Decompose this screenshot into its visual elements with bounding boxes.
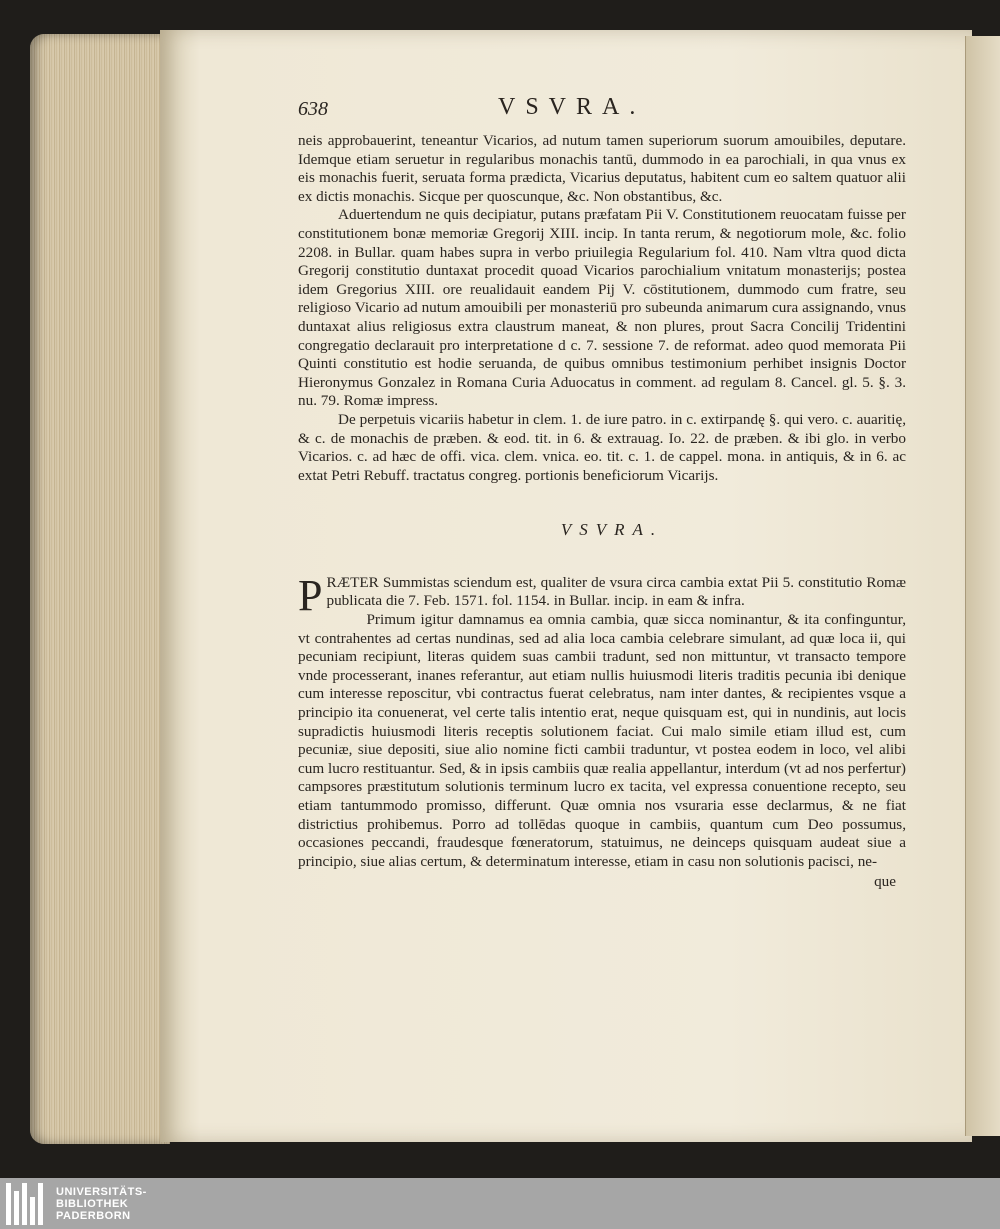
- paragraph-praeter: [298, 570, 906, 620]
- drop-cap: P: [298, 570, 323, 620]
- paragraph-aduertendum: Aduertendum ne quis decipiatur, putans præfatam Pii V. Constitutionem reuocatam fuisse per constitutionem bonæ memoriæ Gregorij XIII. incip. In tanta rerum, & negotiorum mole, &c. folio 2208. in Bullar. quam habes supra in verbo priuilegia Regularium fol. 410. Nam vltra quod dicta Gregorij constitutio duntaxat procedit quoad Vicarios parochialium vnitatum monasterijs; postea idem Gregorius XIII. ore reualidauit eandem Pij V. cōstitutionem, dummodo cum fratre, seu religioso Vicario ad nutum amouibili per monasteriū pro subeunda animarum cura assignando, vnus duntaxat alius religiosus extra claustrum maneat, & non plures, prout Sacra Concilij Tridentini congregatio declarauit pro interpretatione d c. 7. sessione 7. de reformat. adeo quod memorata Pii Quinti constitutio est hodie seruanda, de quibus omnibus testimonium perhibet insignis Doctor Hieronymus Gonzalez in Romana Curia Aduocatus in comment. ad regulam 8. Cancel. gl. 5. §. 3. nu. 79. Romæ impress.: [298, 206, 906, 410]
- paragraph-praeter-text: RÆTER Summistas sciendum est, qualiter de vsura circa cambia extat Pii 5. constitutio Romæ publicata die 7. Feb. 1571. fol. 1154. in Bullar. incip. in eam & infra.: [326, 573, 906, 610]
- paragraph-perpetuis-vicariis: De perpetuis vicariis habetur in clem. 1. de iure patro. in c. extirpandę §. qui vero. c. auaritię, & c. de monachis de præben. & eod. tit. in 6. & extrauag. Io. 22. de præben. & ibi glo. in verbo Vicarios. c. ad hæc de offi. vica. clem. vnica. eo. tit. c. 1. de cappel. mona. in antiquis, & in 6. ac extat Petri Rebuff. tractatus congreg. portionis beneficiorum Vicarijs.: [298, 410, 906, 484]
- book-page-edges: [30, 34, 170, 1144]
- page-text: [298, 94, 906, 892]
- facing-page-edge: [965, 36, 1000, 1136]
- library-logo-icon: [6, 1183, 48, 1225]
- paragraph-primum: Primum igitur damnamus ea omnia cambia, quæ sicca nominantur, & ita confinguntur, vt contrahentes ad certas nundinas, sed ad alia loca cambia celebrare simulant, ad quæ loca ii, qui pecuniam recipiunt, literas quidem suas cambii tradunt, sed non mittuntur, vt transacto tempore vnde processerant, inanes referantur, aut etiam nullis huiusmodi literis traditis pecunia ibi denique cum interesse reposcitur, vbi contractus fuerat celebratus, nam inter dantes, & recipientes vsque a principio ita conuenerat, vel certe talis intentio erat, neque quisquam est, qui in nundinis, aut locis supradictis huiusmodi literis receptis solutionem faciat. Cui malo simile etiam illud est, cum pecuniæ, siue depositi, siue alio nomine ficti cambii traduntur, vt postea eodem in loco, vel alibi cum lucro restituantur. Sed, & in ipsis cambiis quæ realia appellantur, interdum (vt ad nos perfertur) campsores præstitutum solutionis terminum lucro ex tacita, vel expressa conuentione recepto, seu etiam tantummodo promisso, differunt. Quæ omnia nos vsuraria esse declarmus, & ne fiat districtius prohibemus. Porro ad tollēdas quoque in cambiis, quantum cum Deo possumus, occasiones peccandi, fraudesque fœneratorum, statuimus, ne deinceps quisquam audeat siue a principio, siue alias certum, & determinatum interesse, etiam in casu non solutionis pacisci, ne-: [298, 611, 906, 870]
- section-title: VSVRA.: [560, 520, 664, 540]
- library-name-line1: UNIVERSITÄTS-: [56, 1185, 147, 1198]
- page-number: 638: [298, 98, 328, 120]
- running-head: VSVRA.: [498, 94, 646, 120]
- catchword: que: [874, 873, 896, 891]
- library-footer-bar: [0, 1178, 1000, 1229]
- page-header: [298, 94, 906, 132]
- library-name-line3: PADERBORN: [56, 1209, 131, 1222]
- library-name: [56, 1186, 147, 1222]
- paragraph-continuation: neis approbauerint, teneantur Vicarios, ad nutum tamen superiorum suorum amouibiles, deputare. Idemque etiam seruetur in regularibus monachis tantū, dummodo in ea parochiali, in qua vnus ex eis monachis fuerit, seruata forma prædicta, Vicarius deputatus, habitent cum eo saltem quatuor alii ex dictis monachis. Sicque per quoscunque, &c. Non obstantibus, &c.: [298, 132, 906, 205]
- library-name-line2: BIBLIOTHEK: [56, 1197, 129, 1210]
